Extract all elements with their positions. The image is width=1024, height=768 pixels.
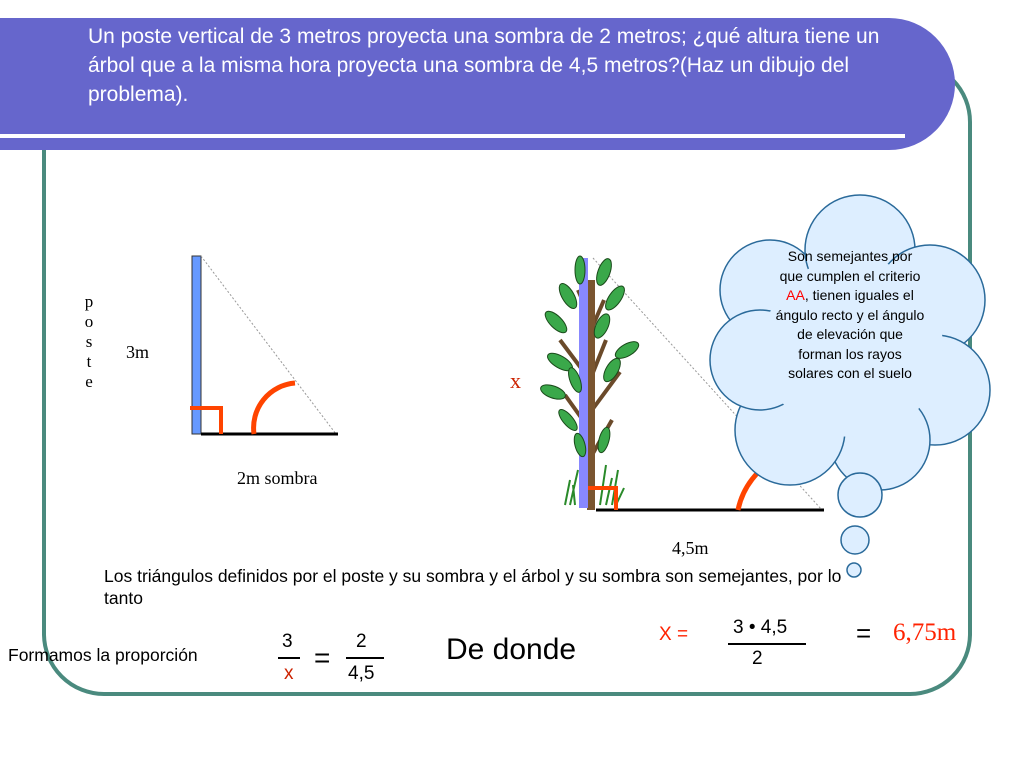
solution-denominator: 2	[752, 648, 763, 669]
left-fraction-numerator: 3	[282, 631, 293, 652]
equals-sign: =	[314, 642, 331, 673]
problem-title: Un poste vertical de 3 metros proyecta una sombra de 2 metros; ¿qué altura tiene un árbol que a la misma hora proyecta una sombra de 4,5 metros?(Haz un dibujo del problema).	[88, 25, 880, 106]
pole-height-label: 3m	[126, 342, 150, 362]
fraction-bar-2	[346, 657, 384, 659]
right-fraction-numerator: 2	[356, 631, 367, 652]
solution-numerator: 3 • 4,5	[733, 617, 788, 638]
pole-shadow-label: 2m sombra	[237, 468, 318, 488]
elevation-angle-arc-1	[254, 383, 295, 434]
right-fraction-denominator: 4,5	[348, 663, 375, 684]
result-value: 6,75m	[893, 619, 957, 646]
pole-triangle	[190, 256, 338, 434]
fraction-bar-1	[278, 657, 300, 659]
equals-sign-2: =	[856, 618, 872, 648]
x-equals: X =	[659, 624, 689, 645]
cloud-explanation: Son semejantes por que cumplen el criterio AA, tienen iguales el ángulo recto y el ángulo de elevación que forman los rayos solares con el suelo	[775, 248, 925, 381]
pole-vertical-label: p o s t e	[84, 292, 94, 391]
left-fraction-denominator: x	[284, 663, 294, 684]
fraction-bar-3	[728, 643, 806, 645]
de-donde-text: De donde	[446, 633, 577, 666]
proportion-label: Formamos la proporción	[8, 645, 198, 665]
tree-height-label: x	[510, 368, 521, 393]
similarity-statement: Los triángulos definidos por el poste y su sombra y el árbol y su sombra son semejantes, por lo tanto	[104, 566, 842, 608]
tree-shadow-label: 4,5m	[672, 538, 709, 558]
